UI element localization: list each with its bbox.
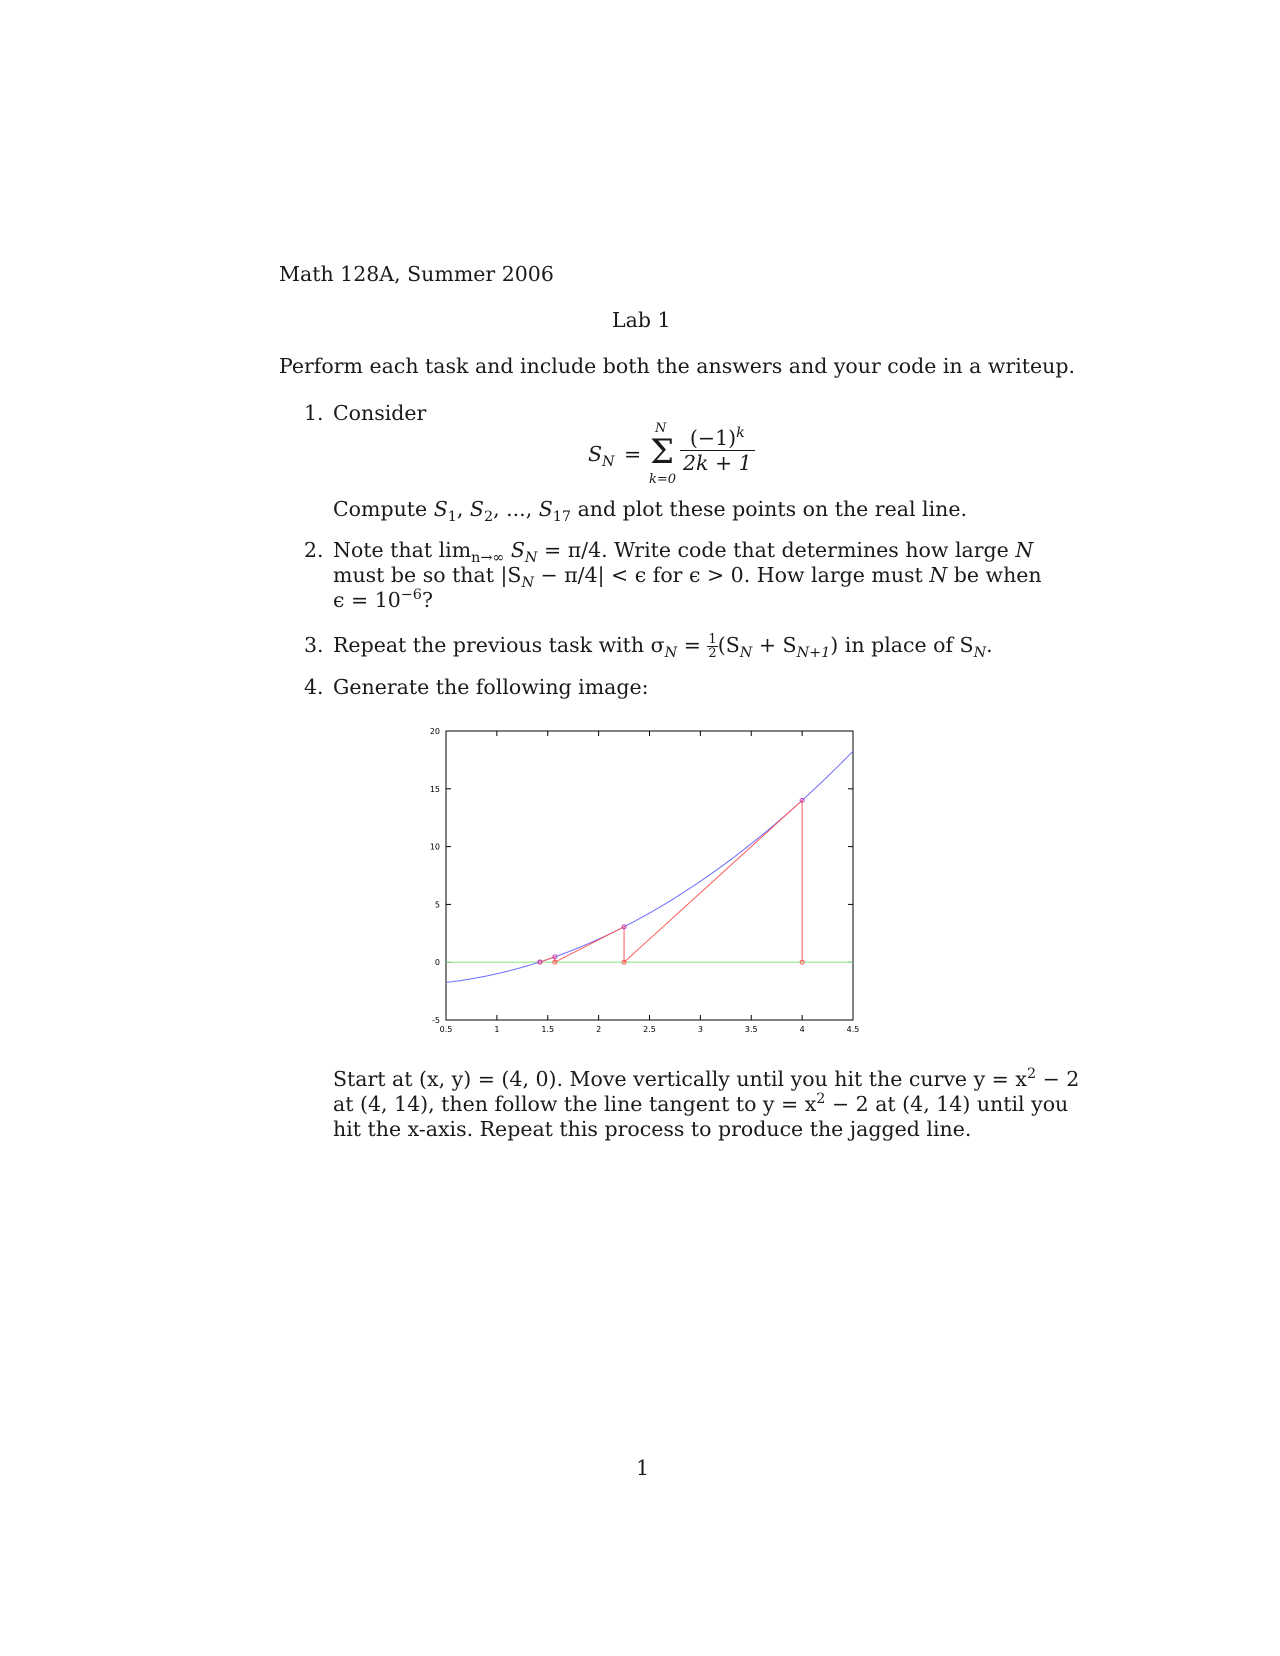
item-2-line2: must be so that $|S_N - \pi/4| < \epsilon$ for ϵ > 0. How large must N be when xyxy=(333,563,1042,592)
item-2-line1: Note that $\lim_{n\to\infty} S_N = \pi/4$. Write code that determines how large N xyxy=(333,538,1034,567)
formula-eq: = xyxy=(624,442,642,466)
caption-line2: at (4, 14), then follow the line tangent to $y = x^2 - 2$ at (4, 14) until you xyxy=(333,1091,1069,1116)
x-tick-label: 4.5 xyxy=(846,1025,860,1034)
page-number: 1 xyxy=(636,1456,650,1480)
axis-point-marker xyxy=(538,960,542,964)
y-tick-label: 15 xyxy=(429,784,440,794)
fraction-numerator: (−1) xyxy=(689,426,737,450)
curve-line xyxy=(446,751,853,982)
formula-lhs-sub: N xyxy=(602,454,615,471)
item-2-number: 2. xyxy=(304,538,324,562)
item-1-lead: Consider xyxy=(333,401,427,425)
curve-point-marker xyxy=(800,798,804,802)
x-tick-label: 2.5 xyxy=(643,1025,656,1034)
sum-formula xyxy=(588,420,752,490)
fraction-num-sup: k xyxy=(736,425,745,442)
jagged-line xyxy=(540,800,802,962)
axis-point-marker xyxy=(622,960,626,964)
sigma-upper: N xyxy=(655,421,667,436)
item-3-text: Repeat the previous task with $\sigma_N$ = $\frac{1}{2}$ $(S_N + S_{N+1})$ in place of $S_N$. xyxy=(333,632,993,662)
y-tick-label: -5 xyxy=(432,1016,440,1025)
x-tick-label: 2 xyxy=(596,1025,602,1034)
sigma-symbol: Σ xyxy=(650,432,675,472)
curve-point-marker xyxy=(538,960,542,964)
y-tick-label: 10 xyxy=(429,842,440,852)
axis-point-marker xyxy=(553,960,557,964)
curve-point-marker xyxy=(553,955,557,959)
caption-line3: hit the x-axis. Repeat this process to produce the jagged line. xyxy=(333,1117,972,1141)
y-tick-label: 5 xyxy=(434,900,440,910)
item-4-number: 4. xyxy=(304,675,324,699)
item-1-compute: Compute $S_1$, $S_2$, ..., $S_{17}$ and plot these points on the real line. xyxy=(333,497,967,526)
y-tick-label: 20 xyxy=(429,727,440,736)
sigma-lower: k=0 xyxy=(649,472,677,487)
x-tick-label: 3.5 xyxy=(744,1025,758,1034)
item-4-text: Generate the following image: xyxy=(333,675,649,699)
item-1-number: 1. xyxy=(304,401,324,425)
x-tick-label: 3 xyxy=(697,1025,703,1034)
x-tick-label: 1.5 xyxy=(541,1025,555,1034)
item-3-number: 3. xyxy=(304,633,324,657)
course-header: Math 128A, Summer 2006 xyxy=(279,262,554,286)
axis-point-marker xyxy=(800,960,804,964)
x-tick-label: 4 xyxy=(799,1025,805,1034)
intro-text: Perform each task and include both the answers and your code in a writeup. xyxy=(279,354,1075,378)
x-tick-label: 1 xyxy=(494,1025,500,1034)
plot-frame xyxy=(446,731,853,1020)
x-tick-label: 0.5 xyxy=(439,1025,453,1034)
formula-lhs: S xyxy=(588,442,603,466)
caption-line1: Start at (x, y) = (4, 0). Move vertically until you hit the curve $y = x^2 - 2$ xyxy=(333,1066,1080,1091)
y-tick-label: 0 xyxy=(434,958,440,968)
fraction xyxy=(680,426,755,475)
item-2-line3: $\epsilon = 10^{-6}$? xyxy=(333,587,433,612)
lab-title: Lab 1 xyxy=(612,308,671,332)
fraction-denominator: 2k + 1 xyxy=(683,451,752,475)
curve-point-marker xyxy=(622,925,626,929)
